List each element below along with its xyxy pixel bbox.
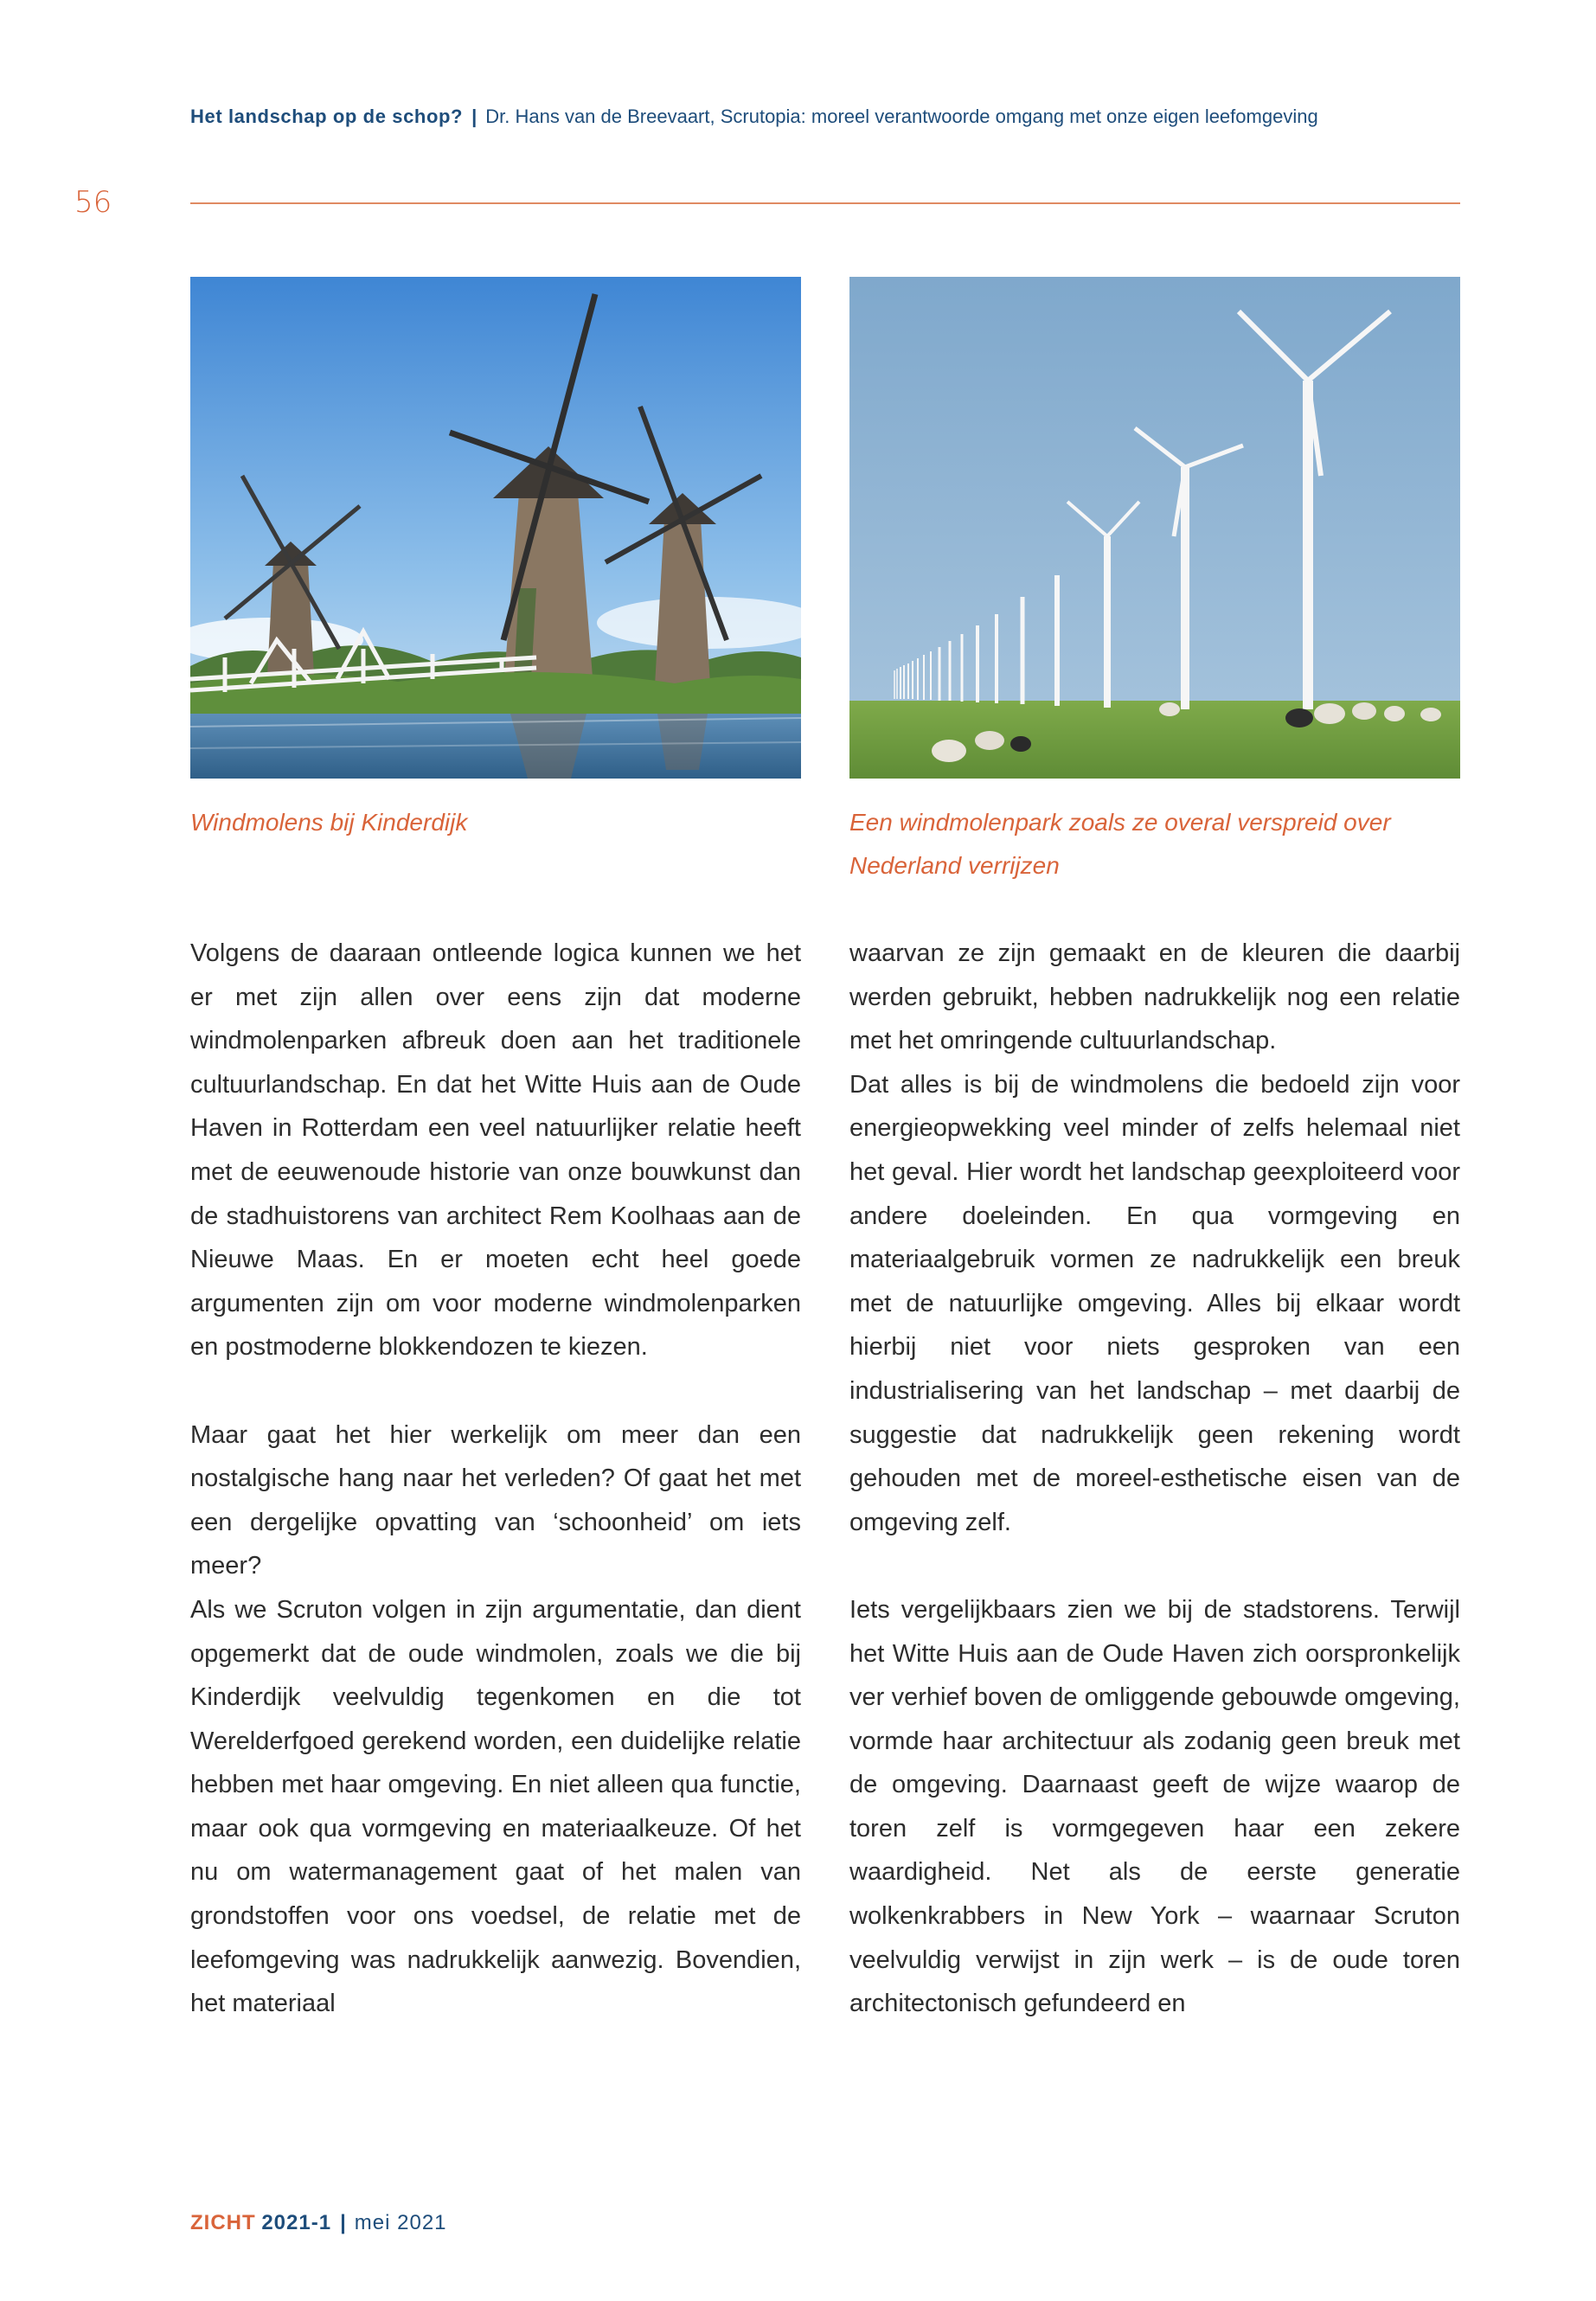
turbine-park-illustration <box>849 277 1460 779</box>
footer-date: mei 2021 <box>354 2211 447 2234</box>
page-footer <box>190 2211 447 2235</box>
paragraph: Volgens de daaraan ontleende logica kunnen we het er met zijn allen over eens zijn dat moderne windmolenparken afbreuk doen aan het traditionele cultuurlandschap. En dat het Witte Huis aan de Oude Haven in Rotterdam een veel natuurlijker relatie heeft met de eeuwenoude historie van onze bouwkunst dan de stadhuistorens van architect Rem Koolhaas aan de Nieuwe Maas. En er moeten echt heel goede argumenten zijn om voor moderne windmolenparken en postmoderne blokkendozen te kiezen. <box>190 939 801 1362</box>
header-rule <box>190 202 1460 204</box>
paragraph: Iets vergelijkbaars zien we bij de stadstorens. Terwijl het Witte Huis aan de Oude Haven zich oorspronkelijk ver verhief boven de omliggende gebouwde omgeving, vormde haar architectuur als zodanig geen breuk met de omgeving. Daarnaast geeft de wijze waarop de toren zelf is vormgegeven haar een zekere waardigheid. Net als de eerste generatie wolkenkrabbers in New York – waarnaar Scruton veelvuldig verwijst in zijn werk – is de oude toren architectonisch gefundeerd en <box>849 1595 1460 2018</box>
caption-right: Een windmolenpark zoals ze overal verspreid over Nederland verrijzen <box>849 809 1391 879</box>
header-article-title: Dr. Hans van de Breevaart, Scrutopia: moreel verantwoorde omgang met onze eigen leefomgeving <box>485 106 1318 127</box>
paragraph: Als we Scruton volgen in zijn argumentatie, dan dient opgemerkt dat de oude windmolen, zoals we die bij Kinderdijk veelvuldig tegenkomen en die tot Werelderfgoed gerekend worden, een duidelijke relatie hebben met haar omgeving. En niet alleen qua functie, maar ook qua vormgeving en materiaalkeuze. Of het nu om watermanagement gaat of het malen van grondstoffen voor ons voedsel, de relatie met de leefomgeving was nadrukkelijk aanwezig. Bovendien, het materiaal <box>190 1595 801 2018</box>
page-number: 56 <box>74 185 112 220</box>
footer-magazine-name: ZICHT <box>190 2211 256 2234</box>
paragraph: Dat alles is bij de windmolens die bedoeld zijn voor energieopwekking veel minder of zelfs helemaal niet het geval. Hier wordt het landschap geexploiteerd voor andere doeleinden. En qua vormgeving en materiaalgebruik vormen ze nadrukkelijk een breuk met de natuurlijke omgeving. Alles bij elkaar wordt hierbij niet voor niets gesproken van een industrialisering van het landschap – met daarbij de suggestie dat nadrukkelijk geen rekening wordt gehouden met de moreel-esthetische eisen van de omgeving zelf. <box>849 1070 1460 1536</box>
photo-wind-turbine-park <box>849 277 1460 779</box>
caption-left: Windmolens bij Kinderdijk <box>190 809 468 836</box>
kinderdijk-illustration <box>190 277 801 779</box>
running-header <box>190 106 1318 128</box>
body-column-right <box>849 932 1460 2026</box>
paragraph: Maar gaat het hier werkelijk om meer dan een nostalgische hang naar het verleden? Of gaat het met een dergelijke opvatting van ‘schoonheid’ om iets meer? <box>190 1420 801 1580</box>
paragraph: waarvan ze zijn gemaakt en de kleuren die daarbij werden gebruikt, hebben nadrukkelijk nog een relatie met het omringende cultuurlandschap. <box>849 939 1460 1055</box>
header-series-title: Het landschap op de schop? <box>190 106 464 127</box>
footer-separator: | <box>340 2211 346 2234</box>
header-separator: | <box>471 106 478 127</box>
footer-issue: 2021-1 <box>261 2211 332 2234</box>
body-column-left <box>190 932 801 2026</box>
photo-kinderdijk-windmills <box>190 277 801 779</box>
